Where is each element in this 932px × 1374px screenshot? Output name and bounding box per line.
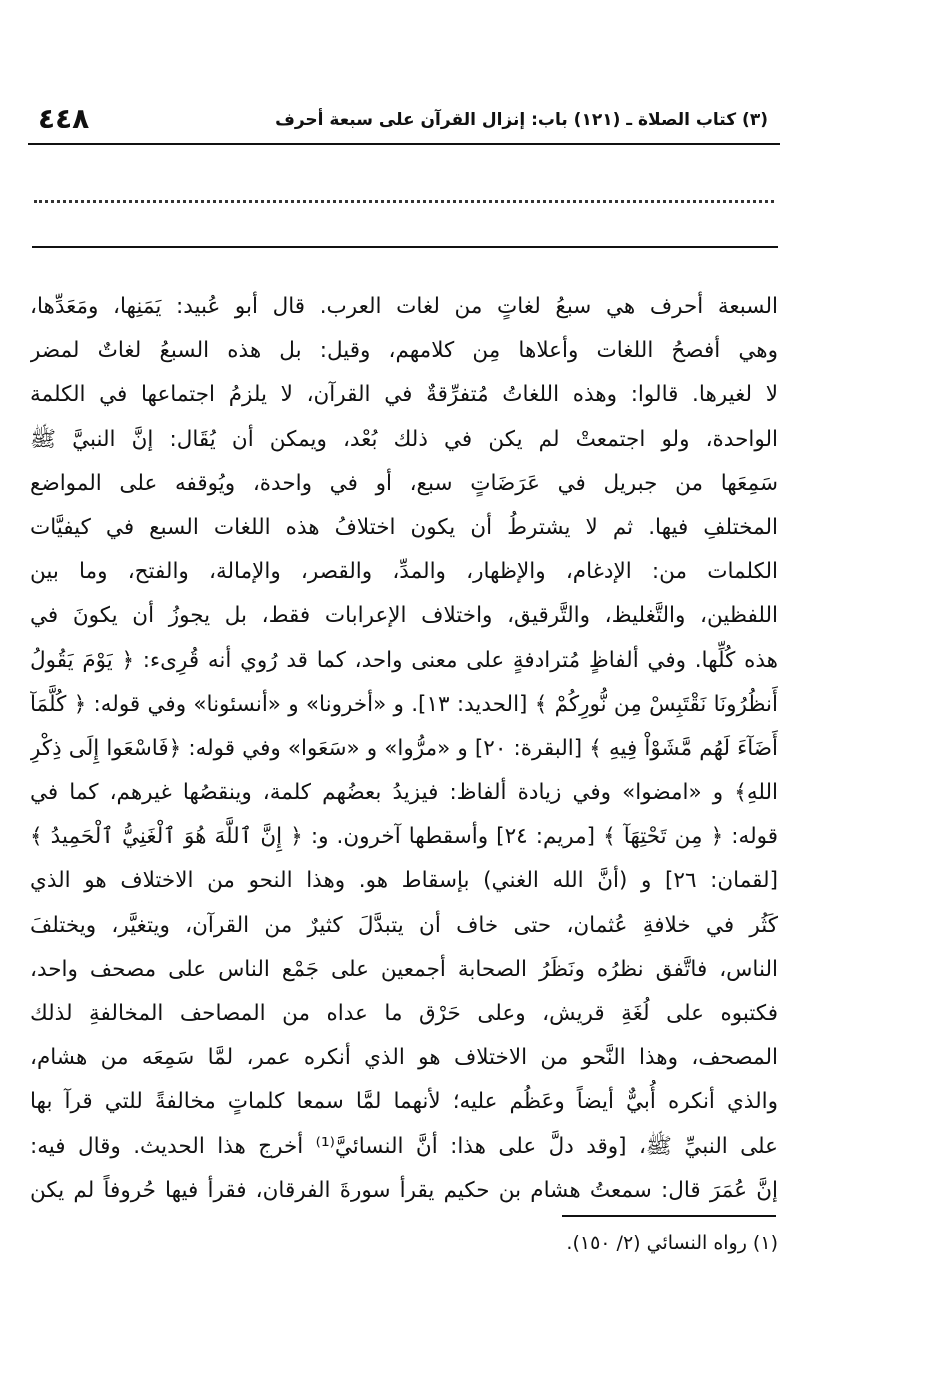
body-line: الناس، فاتَّفق نظرُه ونَظَرُ الصحابة أجمعين على جَمْع الناس على مصحف واحد، <box>30 956 778 982</box>
body-line: المختلفِ فيها. ثم لا يشترطُ أن يكون اختلافُ هذه اللغات السبع في كيفيَّات <box>30 514 778 540</box>
body-line: أَضَآءَ لَهُم مَّشَوْاْ فِيهِ ﴾ [البقرة: ٢٠] و «مرُّوا» و «سَعَوا» وفي قوله: ﴿فَاسْعَوا إِلَى ذِكْرِ <box>30 735 778 761</box>
body-line: فكتبوه على لُغَةِ قريش، وعلى حَرْق ما عداه من المصاحف المخالفةِ لذلك <box>30 1001 778 1026</box>
body-line: هذه كُلِّها. وفي ألفاظٍ مُترادفةٍ على معنى واحد، كما قد رُوي أنه قُرِىء: ﴿ يَوْمَ يَقُولُ <box>30 647 778 673</box>
footnote: (١) رواه النسائي (٢/ ١٥٠). <box>566 1232 778 1254</box>
running-title: (٣) كتاب الصلاة ـ (١٢١) باب: إنزال القرآن على سبعة أحرف <box>275 110 768 130</box>
body-line: المصحف، وهذا النَّحو من الاختلاف هو الذي أنكره عمر، لمَّا سَمِعَه من هشام، <box>30 1045 778 1071</box>
body-line: اللفظين، والتَّغليظ، والتَّرقيق، واختلاف الإعرابات فقط، بل يجوزُ أن يكونَ في <box>30 603 778 629</box>
body-line: كَثُر في خلافةِ عُثمان، حتى خاف أن يتبدَّلَ كثيرٌ من القرآن، ويتغيَّر، ويختلفَ <box>30 912 778 938</box>
body-line: والذي أنكره أُبيٌّ أيضاً وعَظُم عليه؛ لأنهما لمَّا سمعا كلماتٍ مخالفةً للتي قرآ بها <box>30 1089 778 1115</box>
body-line: السبعة أحرف هي سبعُ لغاتٍ من لغات العرب. قال أبو عُبيد: يَمَنِها، ومَعَدِّها، <box>30 294 778 319</box>
body-line: إنَّ عُمَرَ قال: سمعتُ هشام بن حكيم يقرأ سورةَ الفرقان، فقرأ فيها حُروفاً لم يكن <box>30 1177 778 1203</box>
body-line: وهي أفصحُ اللغات وأعلاها مِن كلامهم، وقيل: بل هذه السبعُ لغاتٌ لمضر <box>30 338 778 364</box>
body-line: على النبيِّ ﷺ، [وقد دلَّ على هذا: أنَّ النسائيَّ⁽¹⁾ أخرج هذا الحديث. وقال فيه: <box>30 1133 778 1159</box>
body-text <box>30 285 778 1213</box>
footnote-rule <box>562 1215 776 1217</box>
header-rule <box>28 143 780 145</box>
page-header <box>28 100 780 144</box>
body-line: سَمِعَها من جبريل في عَرَضَاتٍ سبع، أو في واحدة، ويُوقفه على المواضع <box>30 470 778 496</box>
body-line: الواحدة، ولو اجتمعتْ لم يكن في ذلك بُعْد، ويمكن أن يُقَال: إنَّ النبيَّ ﷺ <box>30 426 778 452</box>
body-line: [لقمان: ٢٦] و (أنَّ الله الغني) بإسقاط هو. وهذا النحو من الاختلاف هو الذي <box>30 868 778 894</box>
body-line: قوله: ﴿ مِن تَحْتِهَآ ﴾ [مريم: ٢٤] وأسقطها آخرون. و: ﴿ إِنَّ ٱللَّهَ هُوَ ٱلْغَنِيُّ ٱلْحَمِيدُ ﴾ <box>30 824 778 850</box>
body-line: اللهِ﴾ و «امضوا» وفي زيادة ألفاظ: فيزيدُ بعضُهم كلمة، وينقصُها غيرهم، كما في <box>30 780 778 806</box>
omission-dots <box>34 200 774 203</box>
body-line: أَنظُرُونَا نَقْتَبِسْ مِن نُّورِكُمْ ﴾ [الحديد: ١٣]. و «أخرونا» و «أنسئونا» وفي قوله: ﴿ كُلَّمَآ <box>30 691 778 717</box>
page-number: ٤٤٨ <box>38 102 90 135</box>
body-line: الكلمات من: الإدغام، والإظهار، والمدِّ، والقصر، والإمالة، والفتح، وما بين <box>30 559 778 585</box>
body-line: لا لغيرها. قالوا: وهذه اللغاتُ مُتفرِّقةٌ في القرآن، لا يلزمُ اجتماعها في الكلمة <box>30 382 778 408</box>
section-rule <box>32 246 778 248</box>
